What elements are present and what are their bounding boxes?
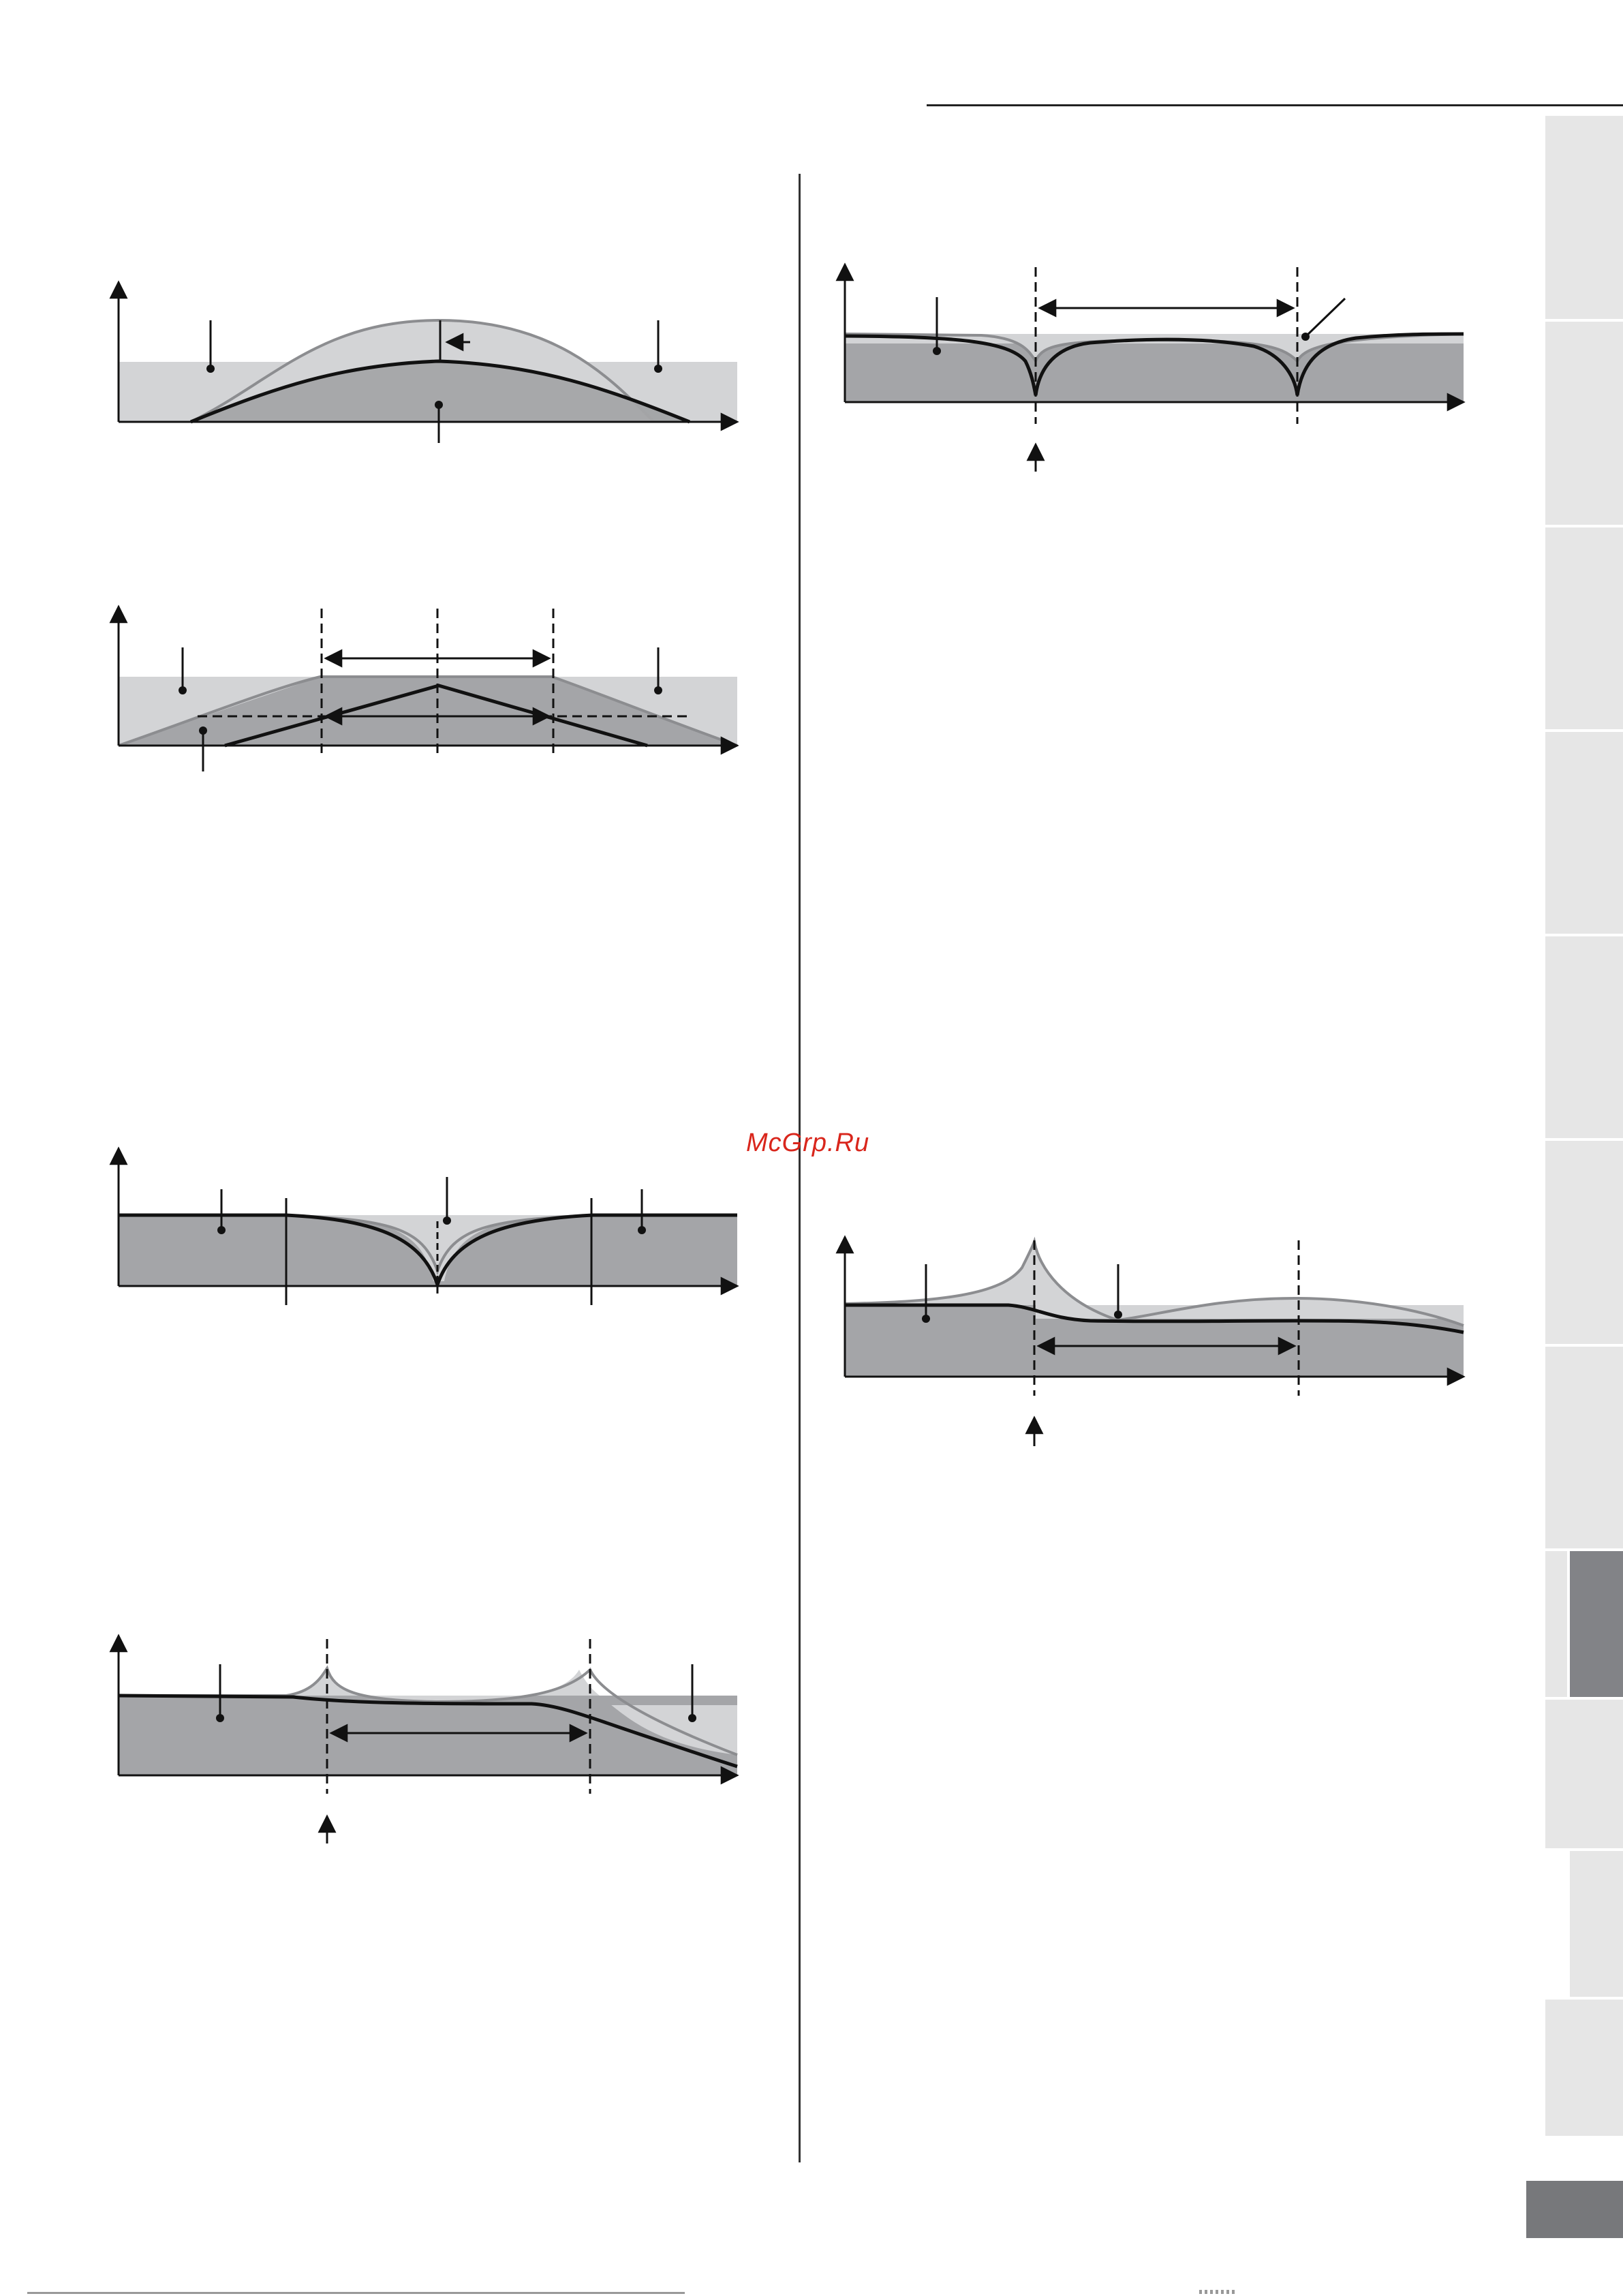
fig-left-2 [119,607,737,771]
fig-right-2 [845,1237,1464,1446]
fig-right-1 [845,264,1464,472]
fig-left-3 [119,1148,737,1305]
fig-left-1 [119,282,737,443]
watermark: McGrp.Ru [746,1129,870,1157]
fig-left-4 [119,1636,737,1843]
